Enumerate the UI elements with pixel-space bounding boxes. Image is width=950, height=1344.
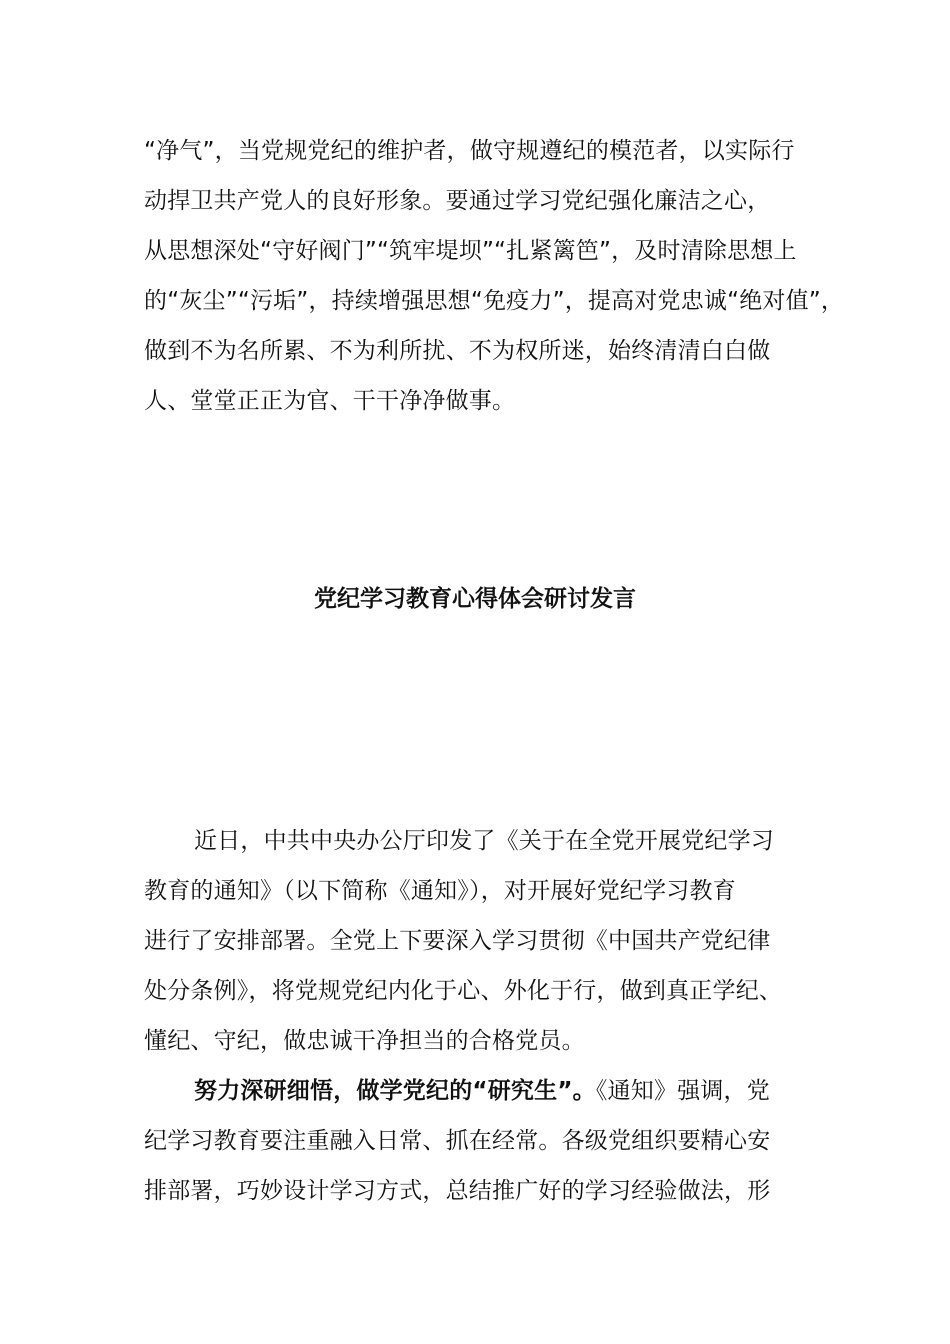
continuation-line-1: “净气”，当党规党纪的维护者，做守规遵纪的模范者，以实际行 <box>144 138 795 164</box>
paragraph2-line-1 <box>194 1076 770 1106</box>
paragraph1-line-4: 处分条例》，将党规党纪内化于心、外化于行，做到真正学纪、 <box>144 978 783 1004</box>
paragraph1-line-5: 懂纪、守纪，做忠诚干净担当的合格党员。 <box>144 1028 585 1054</box>
continuation-line-2: 动捍卫共产党人的良好形象。要通过学习党纪强化廉洁之心， <box>144 188 771 214</box>
continuation-line-5: 做到不为名所累、不为利所扰、不为权所迷，始终清清白白做 <box>144 338 771 364</box>
paragraph2-lead-text: 《通知》强调，党 <box>595 1078 770 1104</box>
continuation-line-6: 人、堂堂正正为官、干干净净做事。 <box>144 388 516 414</box>
paragraph1-line-2: 教育的通知》（以下简称《通知》），对开展好党纪学习教育 <box>144 878 736 904</box>
continuation-line-3: 从思想深处“守好阀门”“筑牢堤坝”“扎紧篱笆”，及时清除思想上 <box>144 238 797 264</box>
paragraph1-line-1: 近日，中共中央办公厅印发了《关于在全党开展党纪学习 <box>194 828 774 854</box>
continuation-line-4: 的“灰尘”“污垢”，持续增强思想“免疫力”，提高对党忠诚“绝对值”， <box>144 288 845 314</box>
paragraph1-line-3: 进行了安排部署。全党上下要深入学习贯彻《中国共产党纪律 <box>144 928 771 954</box>
paragraph2-line-2: 纪学习教育要注重融入日常、抓在经常。各级党组织要精心安 <box>144 1128 771 1154</box>
paragraph2-lead-heading: 努力深研细悟，做学党纪的“研究生”。 <box>194 1078 596 1104</box>
article-title: 党纪学习教育心得体会研讨发言 <box>314 586 636 612</box>
paragraph2-line-3: 排部署，巧妙设计学习方式，总结推广好的学习经验做法，形 <box>144 1178 771 1204</box>
